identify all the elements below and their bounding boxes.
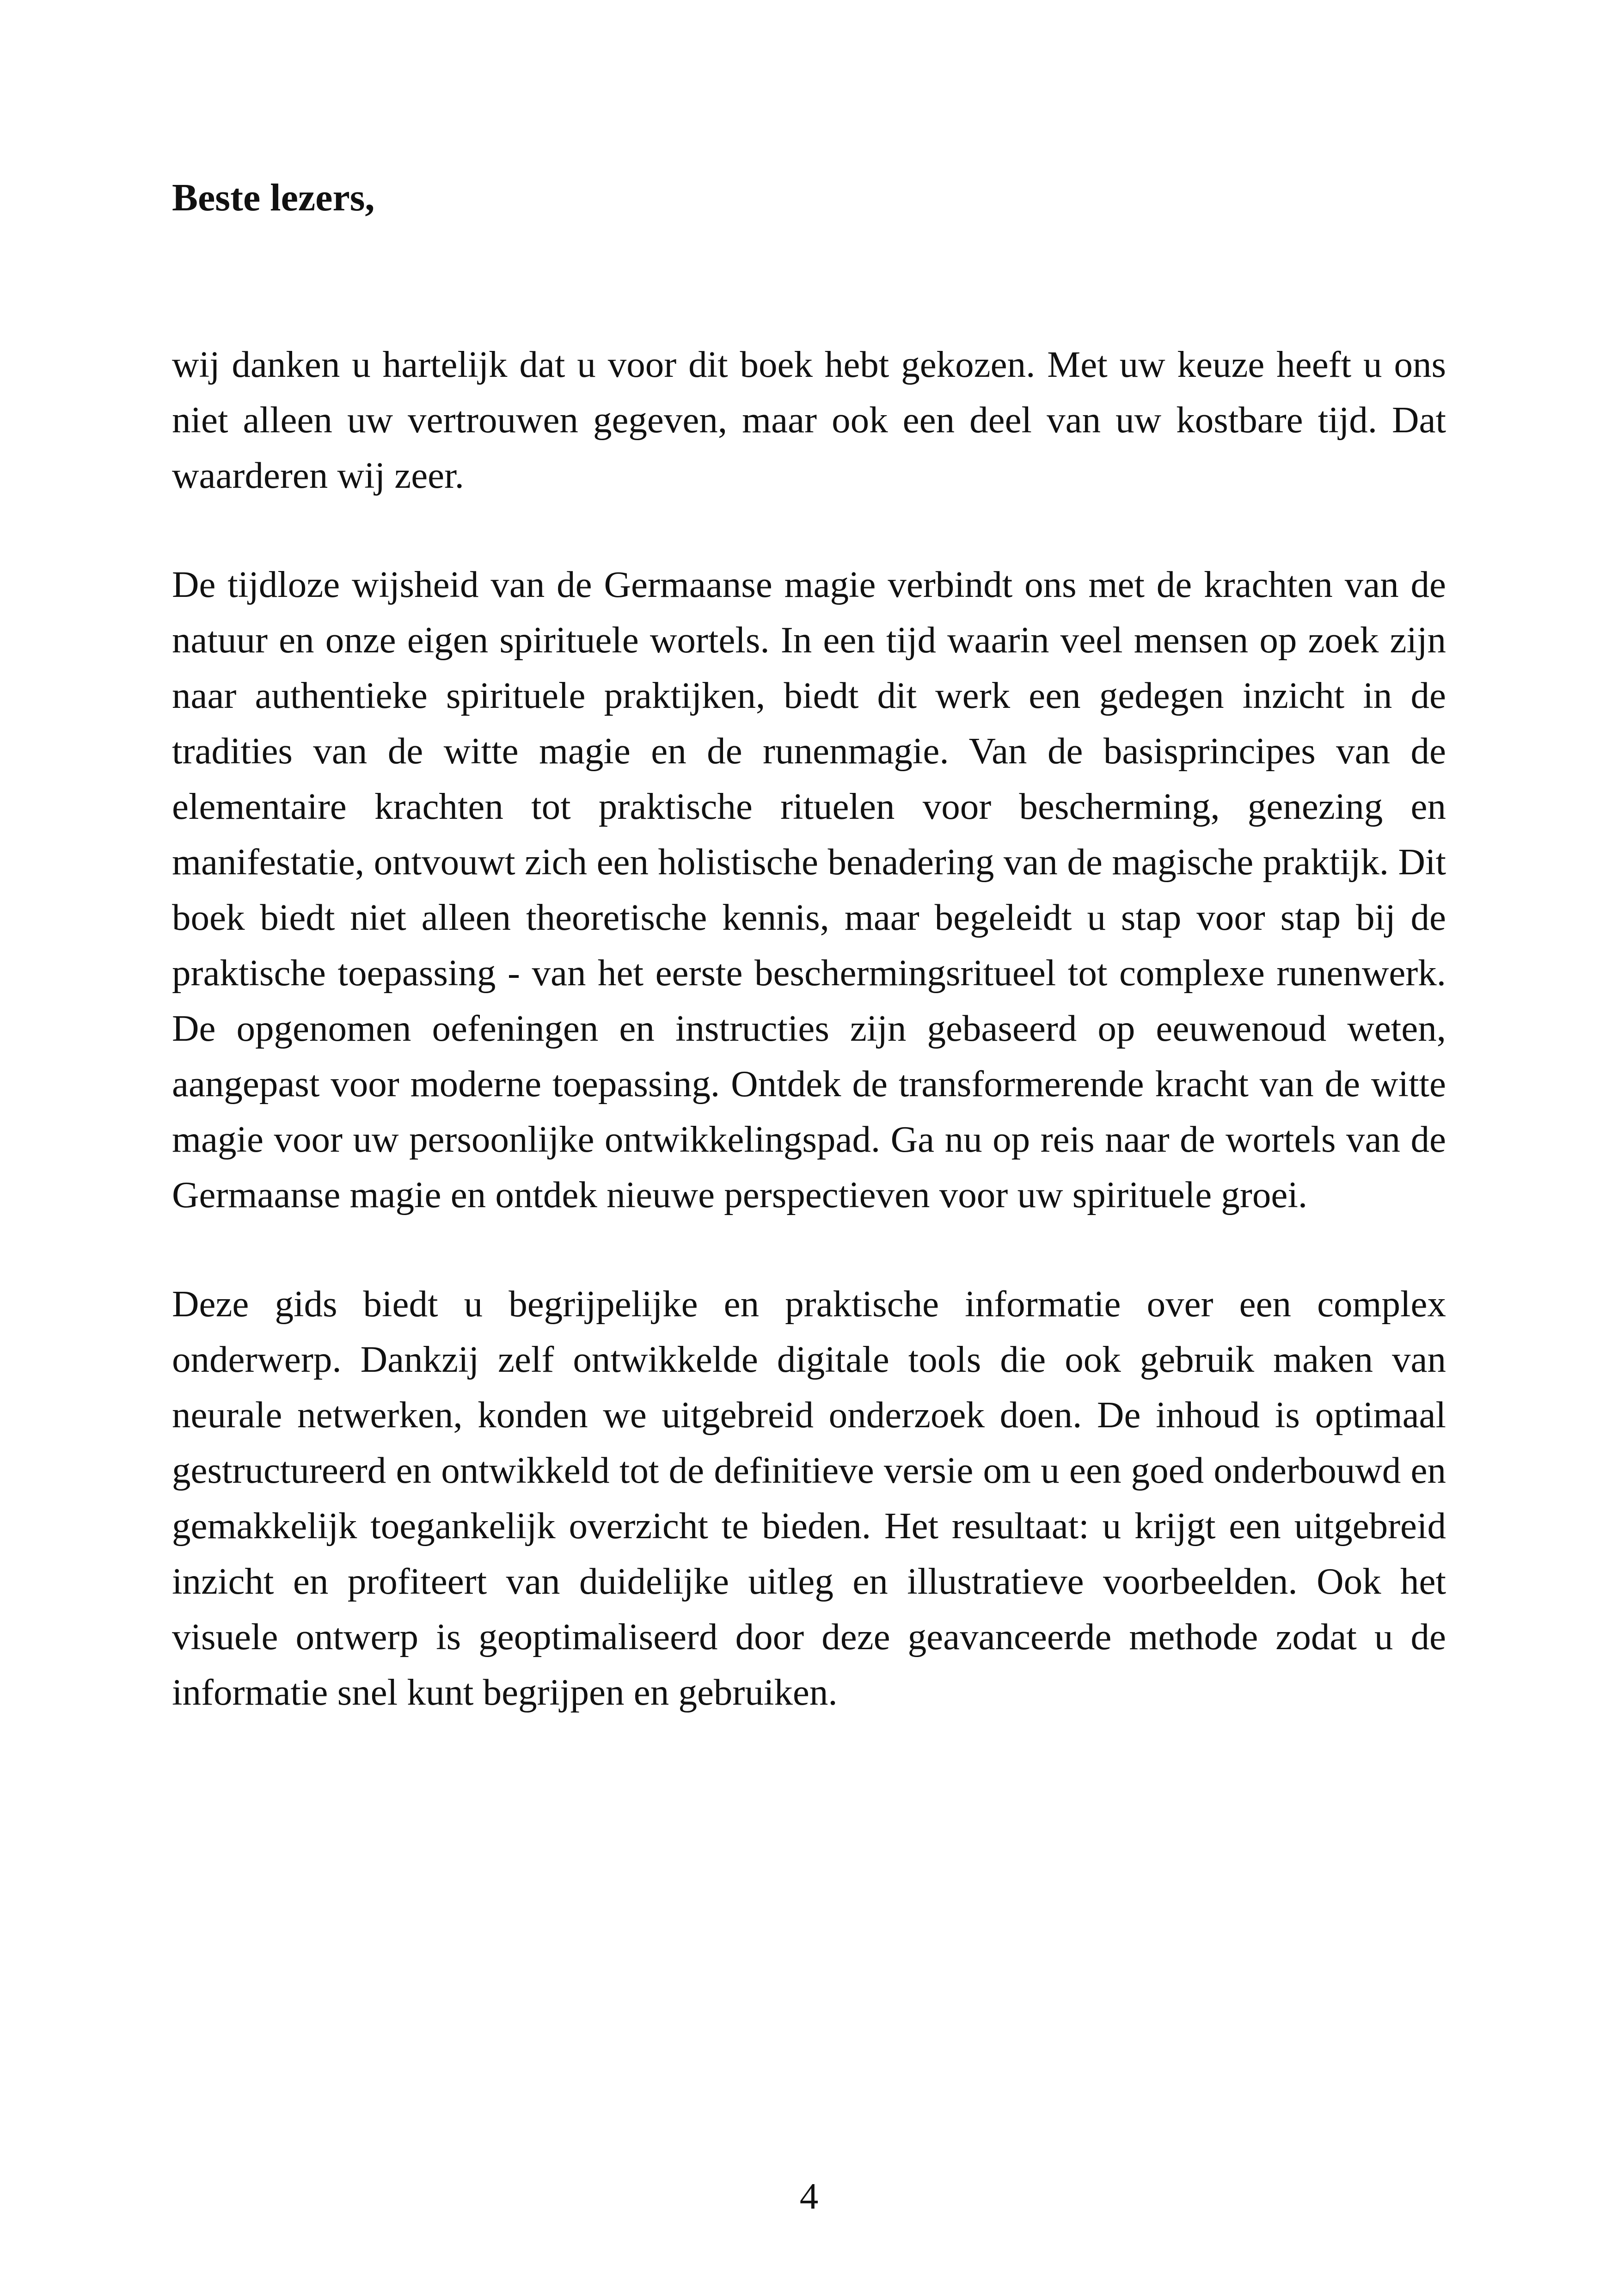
page-number: 4 [799,2175,819,2217]
paragraph-guide-info: Deze gids biedt u begrijpelijke en praktische informatie over een complex onderwerp. Dankzij zelf ontwikkelde digitale tools die ook gebruik maken van neurale netwerken, konden we uitgebreid onderzoek doen. De inhoud is optimaal gestructureerd en ontwikkeld tot de definitieve versie om u een goed onderbouwd en gemakkelijk toegankelijk overzicht te bieden. Het resultaat: u krijgt een uitgebreid inzicht en profiteert van duidelijke uitleg en illustratieve voorbeelden. Ook het visuele ontwerp is geoptimaliseerd door deze geavanceerde methode zodat u de informatie snel kunt begrijpen en gebruiken. [172,1283,1446,1713]
salutation-heading: Beste lezers, [172,176,375,219]
paragraph-germanic-magic: De tijdloze wijsheid van de Germaanse magie verbindt ons met de krachten van de natuur en onze eigen spirituele wortels. In een tijd waarin veel mensen op zoek zijn naar authentieke spirituele praktijken, biedt dit werk een gedegen inzicht in de tradities van de witte magie en de runenmagie. Van de basisprincipes van de elementaire krachten tot praktische rituelen voor bescherming, genezing en manifestatie, ontvouwt zich een holistische benadering van de magische praktijk. Dit boek biedt niet alleen theoretische kennis, maar begeleidt u stap voor stap bij de praktische toepassing - van het eerste beschermingsritueel tot complexe runenwerk. De opgenomen oefeningen en instructies zijn gebaseerd op eeuwenoud weten, aangepast voor moderne toepassing. Ontdek de transformerende kracht van de witte magie voor uw persoonlijke ontwikkelingspad. Ga nu op reis naar de wortels van de Germaanse magie en ontdek nieuwe perspectieven voor uw spirituele groei. [172,564,1446,1216]
paragraph-thanks: wij danken u hartelijk dat u voor dit boek hebt gekozen. Met uw keuze heeft u ons niet alleen uw vertrouwen gegeven, maar ook een deel van uw kostbare tijd. Dat waarderen wij zeer. [172,344,1446,496]
body-text [172,337,1446,1774]
